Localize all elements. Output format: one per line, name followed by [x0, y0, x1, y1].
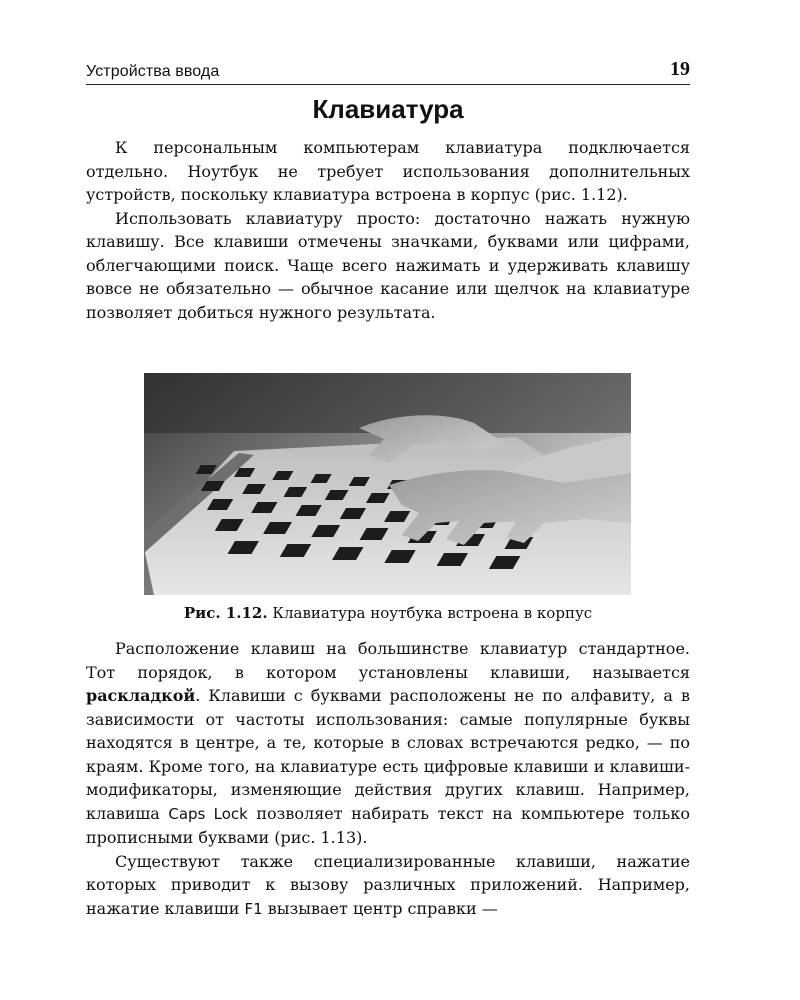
chapter-heading: Клавиатура — [312, 94, 464, 124]
key-name-caps-lock: Caps Lock — [168, 804, 248, 823]
key-name-f1: F1 — [244, 899, 263, 918]
paragraph-3-part-3: позволяет набирать текст на компьютере только прописными буквами (рис. 1.13). — [86, 803, 691, 847]
figure-caption — [86, 604, 690, 622]
main-text — [86, 637, 690, 921]
paragraph-3 — [86, 637, 690, 850]
paragraph-4-part-2: вызывает центр справки — — [262, 898, 498, 918]
paragraph-3-part-2: . Клавиши с буквами расположены не по алфавиту, а в зависимости от частоты использования: самые популярные буквы находятся в центре, а те, которые в словах встречаются редко, — по краям. Кроме того, на клавиатуре есть цифровые клавиши и клавиши-модификаторы, изменяющие действия других клавиш. Например, клавиша — [86, 686, 690, 823]
figure-label: Рис. 1.12. — [183, 604, 268, 622]
term-raskladka: раскладкой — [86, 686, 196, 705]
paragraph-3-part-1: Расположение клавиш на большинстве клавиатур стандартное. Тот порядок, в котором установлены клавиши, называется — [86, 639, 690, 682]
intro-text — [86, 136, 690, 324]
section-title: Устройства ввода — [86, 63, 220, 80]
laptop-keyboard-photo — [144, 373, 631, 595]
paragraph-2: Использовать клавиатуру просто: достаточно нажать нужную клавишу. Все клавиши отмечены значками, буквами или цифрами, облегчающими поиск. Чаще всего нажимать и удерживать клавишу вовсе не обязательно — обычное касание или щелчок на клавиатуре позволяет добиться нужного результата. — [86, 208, 690, 322]
running-header — [86, 56, 690, 85]
paragraph-4 — [86, 850, 690, 922]
page-number: 19 — [670, 58, 690, 80]
figure-caption-text: Клавиатура ноутбука встроена в корпус — [272, 604, 593, 622]
paragraph-1: К персональным компьютерам клавиатура подключается отдельно. Ноутбук не требует использования дополнительных устройств, поскольку клавиатура встроена в корпус (рис. 1.12). — [86, 138, 690, 204]
paragraph-4-part-1: Существуют также специализированные клавиши, нажатие которых приводит к вызову различных приложений. Например, нажатие клавиши — [86, 851, 690, 918]
